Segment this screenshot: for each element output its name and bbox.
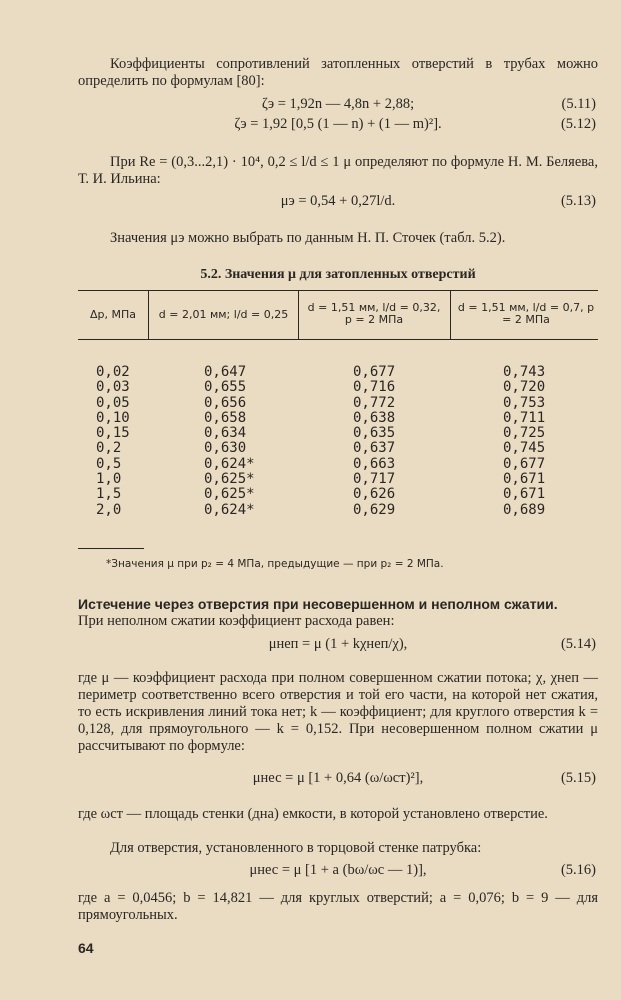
table-cell: 0,655 [204,379,247,396]
paragraph-coefficients: где a = 0,0456; b = 14,821 — для круглых отверстий; a = 0,076; b = 9 — для прямоугольных. [78,890,598,923]
paragraph-definitions: где μ — коэффициент расхода при полном совершенном сжатии потока; χ, χнеп — периметр соответственно всего отверстия и той его части, на которой нет сжатия, то есть искривления линий тока нет; k — коэффициент; для круглого отверстия k = 0,128, для прямоугольного — k = 0,152. При несовершенном полном сжатии μ рассчитывают по формуле: [78,670,598,754]
paragraph-incomplete: При неполном сжатии коэффициент расхода равен: [78,613,395,629]
page-number: 64 [78,940,94,956]
equation-formula: μнеп = μ (1 + kχнеп/χ), [268,636,408,652]
equation-5-13 [78,193,598,211]
equation-5-16 [78,862,598,880]
table-cell: 0,717 [353,471,396,488]
equation-formula: ζэ = 1,92 [0,5 (1 — n) + (1 — m)²]. [234,116,442,132]
equation-number: (5.12) [560,116,596,132]
table-cell: 0,10 [96,409,130,426]
paragraph-intro: Коэффициенты сопротивлений затопленных отверстий в трубах можно определить по формулам [80]: [78,56,598,89]
table-cell: 0,630 [204,440,247,457]
table-cell: 0,725 [503,425,546,442]
table-caption: 5.2. Значения μ для затопленных отверстий [200,267,476,282]
table-cell: 0,2 [96,440,122,457]
table-cell: 0,656 [204,394,247,411]
table-cell: 0,743 [503,364,546,380]
equation-formula: ζэ = 1,92n — 4,8n + 2,88; [261,96,415,112]
table-cell: 0,625* [204,486,255,503]
table-cell: 0,634 [204,425,247,442]
table-cell: 0,720 [503,379,546,396]
table-cell: 0,753 [503,394,546,411]
table-header-col-b: d = 1,51 мм, l/d = 0,32, p = 2 МПа [307,301,441,326]
equation-5-15 [78,770,598,788]
paragraph-end-wall: Для отверстия, установленного в торцовой стенке патрубка: [110,840,482,856]
table-cell: 0,716 [353,379,396,396]
table-cell: 0,689 [503,501,546,518]
table-cell: 0,15 [96,425,130,442]
table-cell: 0,629 [353,501,396,518]
table-cell: 0,658 [204,409,247,426]
table-column-b [353,365,395,518]
table-cell: 1,0 [96,471,122,488]
table-header-col-c: d = 1,51 мм, l/d = 0,7, p = 2 МПа [457,301,595,326]
table-column-divider [450,291,451,339]
table-cell: 0,635 [353,425,396,442]
equation-number: (5.14) [560,636,596,652]
table-cell: 0,745 [503,440,546,457]
table-column-a [204,365,255,518]
table-column-c [503,365,545,518]
table-cell: 0,624* [204,501,255,518]
paragraph-reynolds: При Re = (0,3...2,1) · 10⁴, 0,2 ≤ l/d ≤ 1 μ определяют по формуле Н. М. Беляева, Т. И. Ильина: [78,154,598,187]
table-cell: 0,625* [204,471,255,488]
paragraph-table-ref: Значения μэ можно выбрать по данным Н. П. Сточек (табл. 5.2). [110,230,506,246]
equation-formula: μнес = μ [1 + 0,64 (ω/ωст)²], [252,770,424,786]
table-cell: 0,03 [96,379,130,396]
table-cell: 0,624* [204,455,255,472]
equation-number: (5.11) [561,96,596,112]
table-footnote: *Значения μ при p₂ = 4 МПа, предыдущие — при p₂ = 2 МПа. [106,558,444,570]
equation-number: (5.13) [560,193,596,209]
equation-5-14 [78,636,598,654]
paragraph-wall-area: где ωст — площадь стенки (дна) емкости, в которой установлено отверстие. [78,806,548,822]
table-top-rule [78,290,598,291]
table-column-divider [298,291,299,339]
table-cell: 0,711 [503,409,546,426]
table-cell: 0,677 [503,455,546,472]
table-cell: 0,772 [353,394,396,411]
equation-formula: μэ = 0,54 + 0,27l/d. [280,193,396,209]
table-header-dp: Δp, МПа [89,308,136,321]
equation-5-12 [78,116,598,134]
table-cell: 0,02 [96,364,130,380]
table-cell: 0,671 [503,486,546,503]
table-cell: 0,663 [353,455,396,472]
equation-5-11 [78,96,598,114]
table-cell: 0,637 [353,440,396,457]
footnote-rule [78,548,144,549]
table-cell: 0,626 [353,486,396,503]
table-cell: 1,5 [96,486,122,503]
table-header-rule [78,339,598,340]
section-title: Истечение через отверстия при несовершенном и неполном сжатии. [78,596,558,612]
table-cell: 0,671 [503,471,546,488]
table-cell: 2,0 [96,501,122,518]
equation-number: (5.15) [560,770,596,786]
table-column-dp [96,365,130,518]
equation-formula: μнес = μ [1 + a (bω/ωс — 1)], [249,862,427,878]
table-cell: 0,677 [353,364,396,380]
table-cell: 0,5 [96,455,122,472]
table-header-col-a: d = 2,01 мм; l/d = 0,25 [158,308,289,321]
table-cell: 0,647 [204,364,247,380]
table-cell: 0,05 [96,394,130,411]
table-cell: 0,638 [353,409,396,426]
equation-number: (5.16) [560,862,596,878]
